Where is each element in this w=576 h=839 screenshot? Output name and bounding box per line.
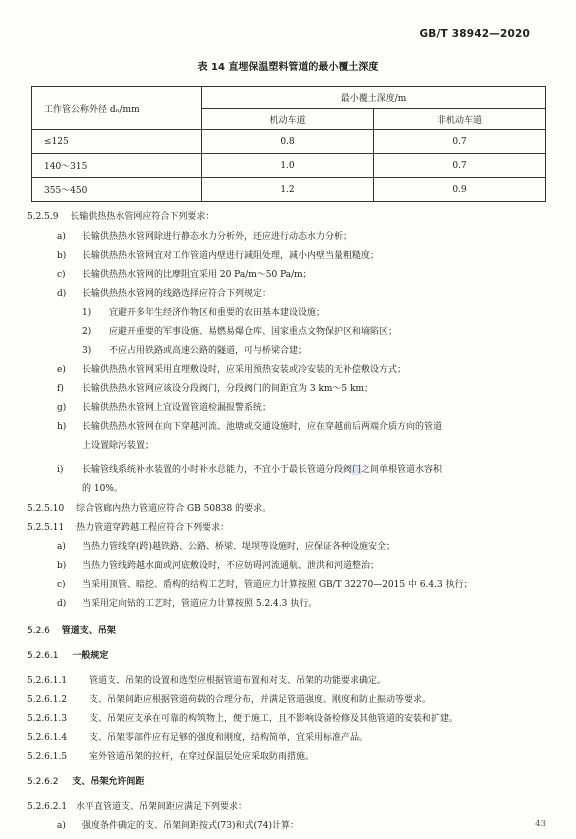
sub-item-label: 3)	[82, 346, 92, 356]
table-header-motor-lane: 机动车道	[202, 109, 374, 130]
section-title: 管道支、吊架	[61, 626, 116, 636]
clause-5259	[27, 213, 214, 222]
table-cell: 1.0	[202, 154, 374, 178]
item-text: 长输供热热水管网的线路选择应符合下列规定：	[82, 289, 272, 299]
item-label: f)	[57, 384, 64, 394]
clause-text: 支、吊架间距应根据管道荷载的合理分布，并满足管道强度、刚度和防止振动等要求。	[89, 695, 432, 705]
list-item	[57, 365, 407, 375]
clause-number: 5.2.5.10	[27, 504, 65, 514]
sub-item-text: 宜避开多年生经济作物区和重要的农田基本建设设施；	[109, 308, 326, 318]
section-number: 5.2.6.2	[27, 777, 59, 787]
list-item	[57, 403, 272, 413]
sub-list-item	[82, 327, 398, 337]
sub-item-text: 不应占用铁路或高速公路的隧道，可与桥梁合建；	[109, 346, 308, 356]
table-caption: 表 14 直埋保温塑料管道的最小覆土深度	[197, 62, 379, 73]
item-text: 当热力管线穿(跨)越铁路、公路、桥梁、堤坝等设施时，应保证各种设施安全；	[82, 542, 396, 552]
item-text: 当热力管线跨越水面或河底敷设时，不应妨碍河流通航、泄洪和河道整治；	[82, 561, 380, 571]
page-number: 43	[535, 819, 546, 829]
list-item-continuation: 上设置除污装置；	[82, 441, 155, 451]
section-number: 5.2.6	[27, 626, 50, 636]
clause-text: 长输供热热水管网应符合下列要求：	[70, 212, 215, 222]
section-heading-526	[27, 627, 116, 636]
list-item	[57, 561, 380, 571]
table-header-min-depth: 最小覆土深度/m	[202, 87, 546, 109]
table-row	[32, 178, 546, 202]
table-cell: 0.7	[374, 130, 546, 154]
highlighted-char: 门	[352, 465, 362, 475]
clause-text: 综合管廊内热力管道应符合 GB 50838 的要求。	[76, 504, 272, 514]
item-text: 强度条件确定的支、吊架间距按式(73)和式(74)计算：	[82, 821, 299, 831]
section-title: 一般规定	[72, 651, 109, 661]
item-text: 长输供热热水管网应该设分段阀门，分段阀门的间距宜为 3 km～5 km；	[82, 384, 374, 394]
table-cell: 355～450	[32, 178, 202, 202]
table-cell: 0.8	[202, 130, 374, 154]
list-item	[57, 384, 374, 394]
item-text: 长输供热热水管网采用直埋敷设时，应采用预热安装或冷安装的无补偿敷设方式；	[82, 365, 407, 375]
table-cell: ≤125	[32, 130, 202, 154]
list-item	[57, 422, 443, 432]
table-cell: 1.2	[202, 178, 374, 202]
clause-52621	[27, 803, 247, 812]
item-label: e)	[57, 365, 66, 375]
table-cell: 0.9	[374, 178, 546, 202]
clause-52615	[27, 752, 315, 762]
table-row	[32, 154, 546, 178]
item-label: b)	[57, 561, 67, 571]
clause-text: 室外管道吊架的拉杆，在穿过保温层处应采取防雨措施。	[89, 752, 315, 762]
sub-item-label: 1)	[82, 308, 92, 318]
list-item	[57, 599, 318, 609]
section-title: 支、吊架允许间距	[72, 777, 145, 787]
clause-52511	[27, 524, 229, 533]
section-number: 5.2.6.1	[27, 651, 59, 661]
item-text: 长输供热热水管网除进行静态水力分析外，还应进行动态水力分析；	[82, 232, 353, 242]
clause-52613	[27, 714, 459, 724]
list-item-continuation: 的 10%。	[82, 484, 123, 494]
item-label: a)	[57, 232, 66, 242]
item-label: d)	[57, 289, 67, 299]
clause-number: 5.2.6.1.2	[27, 695, 68, 705]
list-item	[57, 821, 299, 831]
list-item	[57, 465, 443, 475]
list-item	[57, 251, 380, 261]
clause-text: 支、吊架零部件应有足够的强度和刚度，结构简单，宜采用标准产品。	[89, 733, 369, 743]
list-item	[57, 270, 312, 280]
section-heading-5262	[27, 778, 144, 787]
clause-52611	[27, 676, 387, 686]
clause-text: 支、吊架应支承在可靠的构筑物上，便于施工，且不影响设备检修及其他管道的安装和扩建。	[89, 714, 459, 724]
item-text: 长输供热热水管网的比摩阻宜采用 20 Pa/m～50 Pa/m；	[82, 270, 312, 280]
clause-number: 5.2.5.9	[27, 212, 59, 222]
table-cell: 0.7	[374, 154, 546, 178]
clause-text: 热力管道穿跨越工程应符合下列要求：	[76, 523, 230, 533]
sub-list-item	[82, 346, 308, 356]
item-label: a)	[57, 542, 66, 552]
sub-item-label: 2)	[82, 327, 92, 337]
item-label: i)	[57, 465, 64, 475]
clause-52510	[27, 505, 271, 514]
sub-item-text: 应避开重要的军事设施、易燃易爆仓库、国家重点文物保护区和墒陷区；	[109, 327, 398, 337]
item-label: b)	[57, 251, 67, 261]
document-code: GB/T 38942—2020	[419, 28, 530, 40]
table-row	[32, 130, 546, 154]
item-label: d)	[57, 599, 67, 609]
clause-number: 5.2.6.1.4	[27, 733, 68, 743]
item-text: 长输供热热水管网上宜设置管道检漏报警系统；	[82, 403, 272, 413]
item-label: h)	[57, 422, 67, 432]
item-text: 当采用顶管、暗挖、盾构的结构工艺时，管道应力计算按照 GB/T 32270—2015 中 6.4.3 执行；	[82, 580, 473, 590]
item-text: 长输管线系统补水装置的小时补水总能力，不宜小于最长管道分段阀门之间单根管道水容积	[82, 465, 443, 475]
list-item	[57, 232, 353, 242]
item-text: 当采用定向钻的工艺时，管道应力计算按照 5.2.4.3 执行。	[82, 599, 318, 609]
item-label: a)	[57, 821, 66, 831]
clause-number: 5.2.5.11	[27, 523, 65, 533]
clause-text: 管道支、吊架的设置和选型应根据管道布置和对支、吊架的功能要求确定。	[89, 676, 387, 686]
item-label: c)	[57, 580, 66, 590]
item-text: 长输供热热水管网宜对工作管道内壁进行减阻处理，减小内壁当量粗糙度；	[82, 251, 380, 261]
sub-list-item	[82, 308, 326, 318]
item-label: g)	[57, 403, 67, 413]
clause-52614	[27, 733, 369, 743]
clause-number: 5.2.6.1.5	[27, 752, 68, 762]
clause-number: 5.2.6.1.1	[27, 676, 68, 686]
item-text: 长输供热热水管网在向下穿越河流、池塘或交通设施时，应在穿越前后两端介质方向的管道	[82, 422, 443, 432]
table-header-diameter: 工作管公称外径 dₙ/mm	[32, 87, 202, 130]
list-item	[57, 580, 473, 590]
item-label: c)	[57, 270, 66, 280]
clause-text: 水平直管道支、吊架间距应满足下列要求：	[75, 802, 247, 812]
clause-number: 5.2.6.1.3	[27, 714, 68, 724]
table-header-non-motor-lane: 非机动车道	[374, 109, 546, 130]
clause-52612	[27, 695, 432, 705]
min-cover-depth-table	[31, 86, 546, 202]
list-item	[57, 289, 272, 299]
table-cell: 140～315	[32, 154, 202, 178]
section-heading-5261	[27, 652, 108, 661]
list-item	[57, 542, 396, 552]
clause-number: 5.2.6.2.1	[27, 802, 68, 812]
